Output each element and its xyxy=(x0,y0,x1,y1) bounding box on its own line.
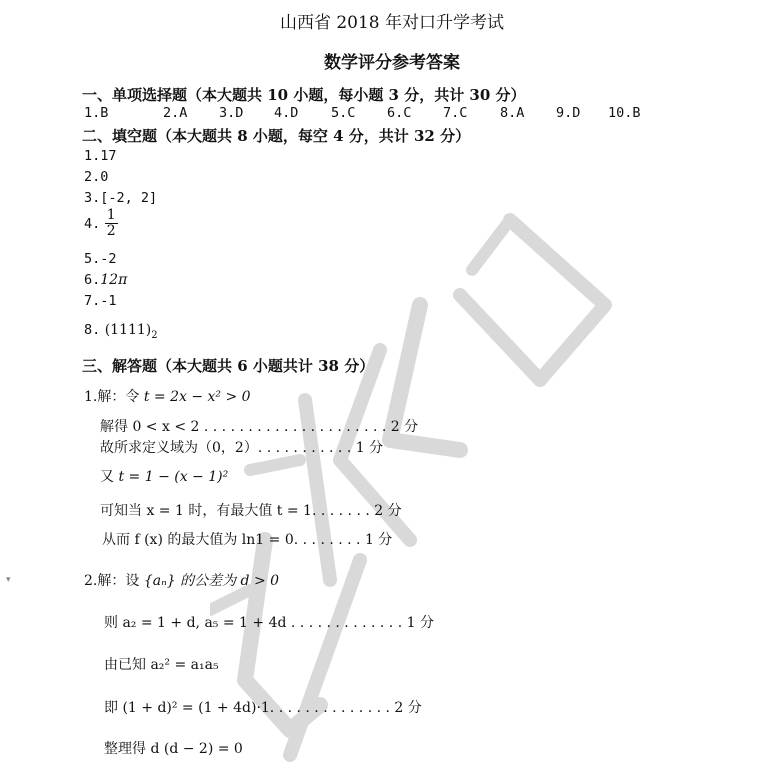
mc-answer: 8.A xyxy=(500,105,525,121)
q1-line5: 可知当 x = 1 时，有最大值 t = 1. . . . . . . 2 分 xyxy=(100,503,402,519)
fill-answer-8-value: (1111) xyxy=(104,322,152,338)
section2-heading: 二、填空题（本大题共 8 小题，每空 4 分，共计 32 分） xyxy=(82,127,471,145)
section1-heading: 一、单项选择题（本大题共 10 小题，每小题 3 分，共计 30 分） xyxy=(82,86,526,104)
margin-marker-icon: ▾ xyxy=(6,575,11,585)
fraction xyxy=(105,208,118,240)
section3-heading: 三、解答题（本大题共 6 小题共计 38 分） xyxy=(82,357,375,375)
q1-expression: t = 2x − x² > 0 xyxy=(143,389,251,405)
q2-line5: 整理得 d (d − 2) = 0 xyxy=(104,741,243,757)
mc-answer: 10.B xyxy=(608,105,641,121)
watermark xyxy=(210,210,640,770)
exam-title: 山西省 2018 年对口升学考试 xyxy=(279,13,505,33)
q2-line2: 则 a₂ = 1 + d, a₅ = 1 + 4d . . . . . . . . . . . . . 1 分 xyxy=(104,615,434,631)
q1-line4 xyxy=(100,466,228,486)
fill-answer-4 xyxy=(84,208,118,240)
q1-line4-expression: t = 1 − (x − 1)² xyxy=(118,469,229,485)
q2-line3: 由已知 a₂² = a₁a₅ xyxy=(104,657,219,673)
fraction-numerator: 1 xyxy=(106,207,116,223)
q2-intro: 2.解：设 xyxy=(84,573,140,589)
q1-line4-prefix: 又 xyxy=(100,469,114,485)
fill-answer-4-label: 4. xyxy=(84,215,101,232)
fill-answer-6 xyxy=(84,272,127,288)
mc-answer: 3.D xyxy=(219,105,244,121)
q1-line6: 从而 f (x) 的最大值为 ln1 = 0. . . . . . . . 1 分 xyxy=(102,532,393,548)
fill-answer-8 xyxy=(84,322,158,341)
q1-intro: 1.解：令 xyxy=(84,389,140,405)
mc-answer: 1.B xyxy=(84,105,109,121)
fill-answer-6-value: 12π xyxy=(100,272,128,288)
q1-line3: 故所求定义域为（0，2）. . . . . . . . . . . 1 分 xyxy=(100,440,384,456)
q2-line4: 即 (1 + d)² = (1 + 4d)·1. . . . . . . . . . . . . . 2 分 xyxy=(104,700,422,716)
fill-answer-6-label: 6. xyxy=(84,272,101,288)
watermark-brush-strokes xyxy=(210,210,640,770)
fill-answer-8-base: 2 xyxy=(151,329,158,341)
q2-line1 xyxy=(84,570,279,590)
mc-answer: 7.C xyxy=(443,105,468,121)
q1-line1 xyxy=(84,386,251,406)
mc-answer: 4.D xyxy=(274,105,299,121)
mc-answer: 5.C xyxy=(331,105,356,121)
mc-answer: 6.C xyxy=(387,105,412,121)
mc-answer: 9.D xyxy=(556,105,581,121)
fraction-denominator: 2 xyxy=(106,223,116,240)
mc-answer: 2.A xyxy=(163,105,188,121)
q1-line2: 解得 0 < x < 2 . . . . . . . . . . . . . . . . . . . . . 2 分 xyxy=(100,419,419,435)
q2-expression: {aₙ} 的公差为 d > 0 xyxy=(143,573,280,589)
fill-answer-5: 5.-2 xyxy=(84,251,117,267)
fill-answer-2: 2.0 xyxy=(84,169,109,185)
answer-key-title: 数学评分参考答案 xyxy=(324,53,460,73)
fill-answer-8-label: 8. xyxy=(84,322,101,338)
fill-answer-7: 7.-1 xyxy=(84,293,117,309)
fill-answer-1: 1.17 xyxy=(84,148,117,164)
fill-answer-3: 3.[-2, 2] xyxy=(84,190,158,206)
